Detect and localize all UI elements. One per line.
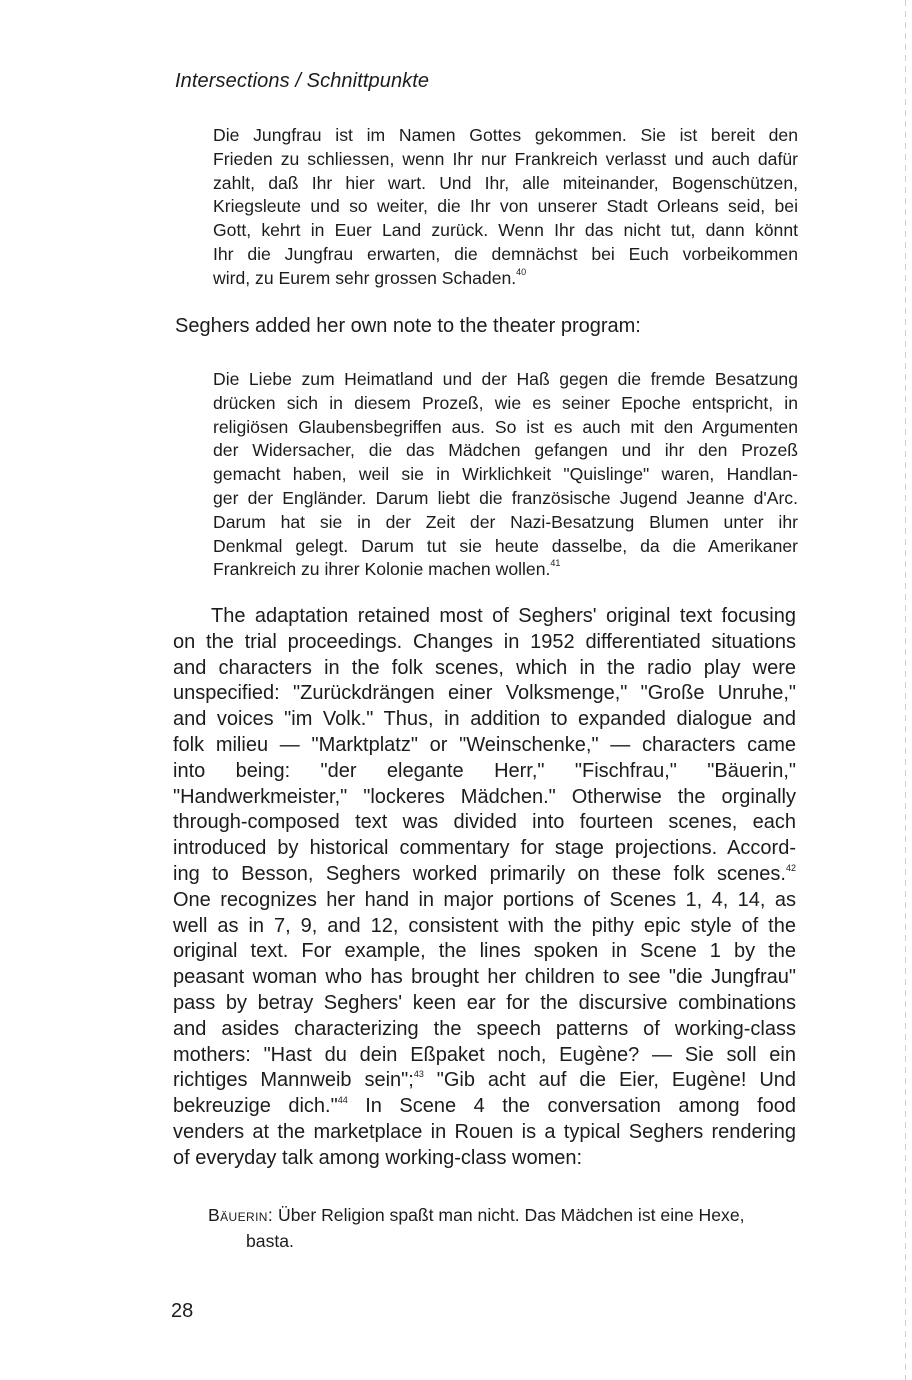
body-line: on the trial proceedings. Changes in 1952 differentiated situations	[173, 630, 796, 653]
body-line: into being: "der elegante Herr," "Fischfrau," "Bäuerin,"	[173, 759, 796, 782]
body-line	[173, 1094, 796, 1120]
running-header: Intersections / Schnittpunkte	[175, 70, 430, 92]
quote-line: Denkmal gelegt. Darum tut sie heute dasselbe, da die Amerikaner	[213, 535, 798, 556]
quote-line: drücken sich in diesem Prozeß, wie es seiner Epoche entspricht, in	[213, 392, 798, 413]
quote-line	[213, 558, 798, 582]
quote-line: Die Liebe zum Heimatland und der Haß gegen die fremde Besatzung	[213, 369, 798, 389]
dialogue-text: Über Religion spaßt man nicht. Das Mädchen ist eine Hexe,	[273, 1205, 745, 1225]
footnote-marker: 40	[516, 266, 527, 277]
quote-line: Gott, kehrt in Euer Land zurück. Wenn Ihr das nicht tut, dann könnt	[213, 220, 798, 241]
block-quote-letter	[213, 124, 798, 291]
body-line: "Handwerkmeister," "lockeres Mädchen." Otherwise the orginally	[173, 785, 796, 808]
body-line: original text. For example, the lines spoken in Scene 1 by the	[173, 940, 796, 963]
quote-line: gemacht haben, weil sie in Wirklichkeit "Quislinge" waren, Handlan-	[213, 464, 798, 485]
quote-line: religiösen Glaubensbegriffen aus. So ist es auch mit den Argumenten	[213, 416, 798, 437]
body-line: pass by betray Seghers' keen ear for the discursive combinations	[173, 991, 796, 1014]
body-line: introduced by historical commentary for stage projections. Accord-	[173, 837, 796, 860]
body-line-text: "Gib acht auf die Eier, Eugène! Und	[423, 1069, 797, 1092]
body-line: peasant woman who has brought her children to see "die Jungfrau"	[173, 966, 796, 989]
page-number: 28	[171, 1300, 194, 1322]
intro-sentence: Seghers added her own note to the theater program:	[175, 315, 641, 337]
body-line: and voices "im Volk." Thus, in addition to expanded dialogue and	[173, 708, 796, 731]
quote-line: Kriegsleute und so weiter, die Ihr von unserer Stadt Orleans seid, bei	[213, 196, 798, 217]
quote-line: zahlt, daß Ihr hier wart. Und Ihr, alle miteinander, Bogenschützen,	[213, 172, 798, 193]
body-line: and characters in the folk scenes, which in the radio play were	[173, 656, 796, 679]
quote-line-text: wird, zu Eurem sehr grossen Schaden.	[213, 267, 517, 288]
body-line: of everyday talk among working-class women:	[173, 1146, 583, 1169]
dialogue-excerpt	[208, 1202, 800, 1254]
body-line: unspecified: "Zurückdrängen einer Volksmenge," "Große Unruhe,"	[173, 682, 796, 705]
body-line: venders at the marketplace in Rouen is a typical Seghers rendering	[173, 1120, 796, 1143]
footnote-marker: 41	[550, 558, 561, 569]
dialogue-line	[208, 1202, 800, 1228]
footnote-marker: 43	[413, 1069, 424, 1080]
body-paragraph	[173, 604, 796, 1172]
body-line: and asides characterizing the speech patterns of working-class	[173, 1017, 796, 1040]
quote-line-text: Frankreich zu ihrer Kolonie machen wollen.	[213, 559, 551, 580]
dialogue-continuation: basta.	[246, 1231, 294, 1251]
page-edge-shadow	[905, 0, 906, 1380]
body-line-text: In Scene 4 the conversation among food	[347, 1095, 796, 1118]
body-line: mothers: "Hast du dein Eßpaket noch, Eugène? — Sie soll ein	[173, 1043, 796, 1066]
body-line	[173, 862, 796, 888]
quote-line	[213, 267, 798, 291]
body-line: well as in 7, 9, and 12, consistent with the pithy epic style of the	[173, 914, 796, 937]
speaker-label: Bäuerin:	[208, 1205, 274, 1225]
quote-line: Frieden zu schliessen, wenn Ihr nur Frankreich verlasst und auch dafür	[213, 148, 798, 169]
body-line-text: richtiges Mannweib sein";	[173, 1069, 414, 1092]
quote-line: Die Jungfrau ist im Namen Gottes gekommen. Sie ist bereit den	[213, 125, 798, 145]
body-line: One recognizes her hand in major portions of Scenes 1, 4, 14, as	[173, 888, 796, 911]
quote-line: der Widersacher, die das Mädchen gefangen und ihr den Prozeß	[213, 440, 798, 461]
body-line: The adaptation retained most of Seghers' original text focusing	[211, 605, 796, 627]
body-line: through-composed text was divided into fourteen scenes, each	[173, 811, 796, 834]
footnote-marker: 44	[337, 1095, 348, 1106]
quote-line: Darum hat sie in der Zeit der Nazi-Besatzung Blumen unter ihr	[213, 511, 798, 532]
body-line	[173, 1068, 796, 1094]
block-quote-program-note	[213, 368, 798, 582]
body-line: folk milieu — "Marktplatz" or "Weinschenke," — characters came	[173, 733, 796, 756]
quote-line: ger der Engländer. Darum liebt die französische Jugend Jeanne d'Arc.	[213, 487, 798, 508]
body-line-text: bekreuzige dich."	[173, 1095, 338, 1118]
quote-line: Ihr die Jungfrau erwarten, die demnächst bei Euch vorbeikommen	[213, 243, 798, 264]
body-line-text: ing to Besson, Seghers worked primarily on these folk scenes.	[173, 862, 786, 885]
footnote-marker: 42	[785, 862, 796, 873]
